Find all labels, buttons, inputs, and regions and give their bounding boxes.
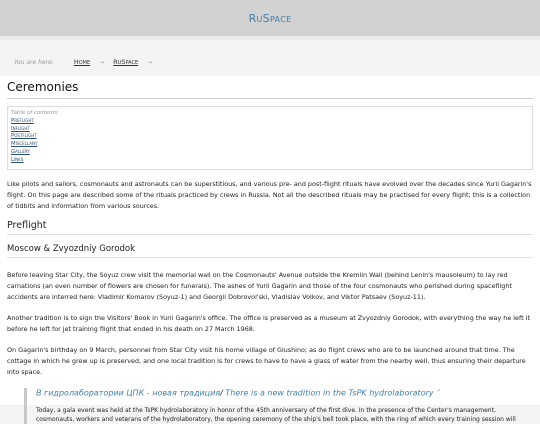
page-title: Ceremonies — [7, 80, 533, 99]
toc-link-links[interactable]: Links — [11, 156, 24, 163]
toc-link-gallery[interactable]: Gallery — [11, 148, 30, 155]
blockquote — [24, 388, 533, 424]
breadcrumb-arrow-icon: → — [147, 58, 153, 66]
paragraph-visitors-book: Another tradition is to sign the Visitors' Book in Yurii Gagarin's office. The office is preserved as a museum at Zvyozdniy Gorodok, with everything the way he left it before he left for jet training flight that ended in his death on 27 March 1968. — [7, 313, 530, 333]
paragraph-gagarin-birthday: On Gagarin's birthday on 9 March, personnel from Star City visit his home village of Glushino; as do flight crews who are to be launched around that time. The cottage in which he grew up is preserved, and one local tradition is for crews to have to have a glass of water from the nearby well, thus ensuring their departure into space. — [7, 345, 526, 376]
breadcrumb-ruspace-link[interactable]: RuSpace — [113, 58, 139, 66]
toc-link-inflight[interactable]: Inflight — [11, 125, 30, 132]
breadcrumb-arrow-icon: → — [99, 58, 105, 66]
quote-title-english-link[interactable]: There is a new tradition in the TsPK hydrolaboratory — [225, 388, 434, 398]
breadcrumb-home-link[interactable]: Home — [73, 58, 91, 66]
site-header — [0, 0, 540, 36]
breadcrumb-label: You are here: — [14, 58, 54, 66]
quote-title-russian-link[interactable]: В гидролаборатории ЦПК - новая традиция — [36, 388, 221, 398]
quote-title: В гидролаборатории ЦПК - новая традиция/ There is a new tradition in the TsPK hydrolaboratory ↗ — [36, 387, 441, 398]
paragraph-memorial-wall: Before leaving Star City, the Soyuz crew visit the memorial wall on the Cosmonauts' Avenue outside the Kremlin Wall (behind Lenin's mausoleum) to lay red carnations (an even number of flowers are chosen for funerals). The ashes of Yurii Gagarin and those of the four cosmonauts who perished during spaceflight accidents are interred here: Vladimir Komarov (Soyuz-1) and Georgii Dobrovol'ski, Vladislav Volkov, and Viktor Patsaev (Soyuz-11). — [7, 270, 512, 301]
subsection-heading: Moscow & Zvyozdniy Gorodok — [7, 244, 533, 258]
intro-paragraph: Like pilots and sailors, cosmonauts and astronauts can be superstitious, and various pre- and post-flight rituals have evolved over the decades since Yurii Gagarin's flight. On this page are described some of the rituals practiced by crews in Russia. Not all the described rituals may be practised for every flight; this is a collection of tidbits and information from various sources. — [7, 179, 532, 210]
main-content — [0, 76, 540, 424]
table-of-contents — [7, 106, 533, 170]
external-link-icon: ↗ — [436, 387, 441, 394]
site-title-link[interactable]: RuSpace — [248, 11, 292, 25]
toc-link-postflight[interactable]: Postflight — [11, 133, 37, 140]
toc-link-preflight[interactable]: Preflight — [11, 117, 34, 124]
toc-link-miscellany[interactable]: Miscellany — [11, 141, 38, 148]
quote-body: Today, a gala event was held at the TsPK hydrolaboratory in honor of the 45th anniversary of the first dive. In the presence of the Center's management, cosmonauts, workers and veterans of the hydrolaboratory, the opening ceremony of the ship's bell took place, with the ring of which every training session will — [36, 407, 516, 424]
toc-title: Table of contents: — [11, 110, 60, 116]
section-heading-preflight: Preflight — [7, 220, 533, 235]
